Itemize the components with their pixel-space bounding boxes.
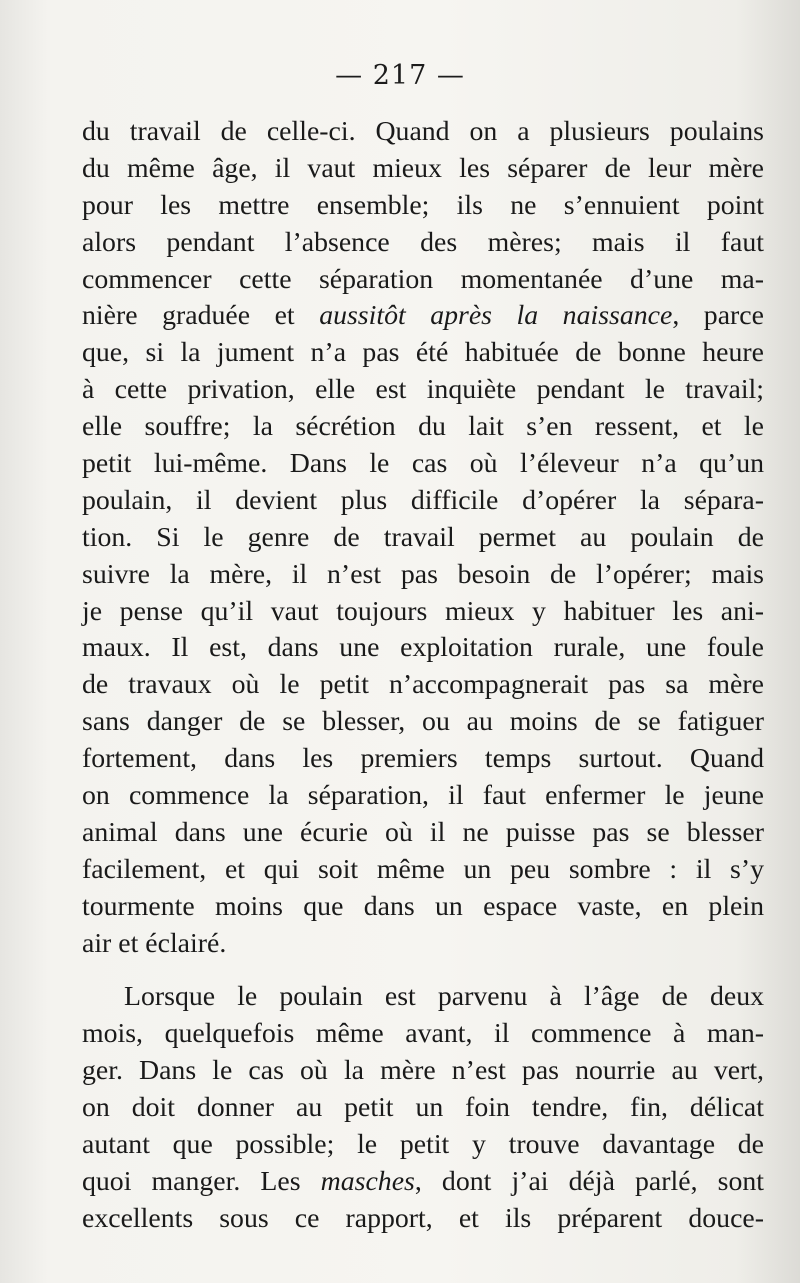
text-line: alors pendant l’absence des mères; mais il faut (82, 226, 764, 258)
paragraph-2 (82, 979, 764, 1237)
text-line: poulain, il devient plus difficile d’opérer la sépara- (82, 484, 764, 516)
text-line: je pense qu’il vaut toujours mieux y habituer les ani- (82, 595, 764, 627)
text-line: du même âge, il vaut mieux les séparer de leur mère (82, 152, 764, 184)
text-line: autant que possible; le petit y trouve davantage de (82, 1129, 764, 1161)
text-line: maux. Il est, dans une exploitation rurale, une foule (82, 632, 764, 664)
text-line: tion. Si le genre de travail permet au poulain de (82, 521, 764, 553)
text-line: à cette privation, elle est inquiète pendant le travail; (82, 374, 764, 406)
text-line: sans danger de se blesser, ou au moins de se fatiguer (82, 706, 764, 738)
italic-phrase: masches (320, 1165, 415, 1197)
text-line: animal dans une écurie où il ne puisse pas se blesser (82, 816, 764, 848)
text-line: on commence la séparation, il faut enfermer le jeune (82, 780, 764, 812)
text-line: quoi manger. Les masches, dont j’ai déjà parlé, sont (82, 1165, 764, 1197)
text-line: elle souffre; la sécrétion du lait s’en ressent, et le (82, 411, 764, 443)
text-line: excellents sous ce rapport, et ils préparent douce- (82, 1202, 764, 1234)
text-line: ger. Dans le cas où la mère n’est pas nourrie au vert, (82, 1055, 764, 1087)
text-line: petit lui-même. Dans le cas où l’éleveur n’a qu’un (82, 448, 764, 480)
text-line: air et éclairé. (82, 927, 227, 959)
text-line: tourmente moins que dans un espace vaste, en plein (82, 890, 764, 922)
paragraph-gap (82, 962, 764, 979)
text-line: de travaux où le petit n’accompagnerait pas sa mère (82, 669, 764, 701)
text-line: facilement, et qui soit même un peu sombre : il s’y (82, 853, 764, 885)
text-line: Lorsque le poulain est parvenu à l’âge de deux (124, 981, 764, 1013)
paragraph-1 (82, 114, 764, 962)
text-line: suivre la mère, il n’est pas besoin de l’opérer; mais (82, 558, 764, 590)
text-line: commencer cette séparation momentanée d’une ma- (82, 263, 764, 295)
page-text (82, 114, 764, 1238)
italic-phrase: aussitôt après la naissance (319, 300, 673, 332)
text-line: fortement, dans les premiers temps surtout. Quand (82, 743, 764, 775)
text-line: du travail de celle-ci. Quand on a plusieurs poulains (82, 116, 764, 147)
text-line: on doit donner au petit un foin tendre, fin, délicat (82, 1092, 764, 1124)
page-number: — 217 — (335, 60, 465, 91)
text-line: que, si la jument n’a pas été habituée de bonne heure (82, 337, 764, 369)
text-line: mois, quelquefois même avant, il commence à man- (82, 1018, 764, 1050)
text-line: pour les mettre ensemble; ils ne s’ennuient point (82, 189, 764, 221)
text-line: nière graduée et aussitôt après la naissance, parce (82, 300, 764, 332)
